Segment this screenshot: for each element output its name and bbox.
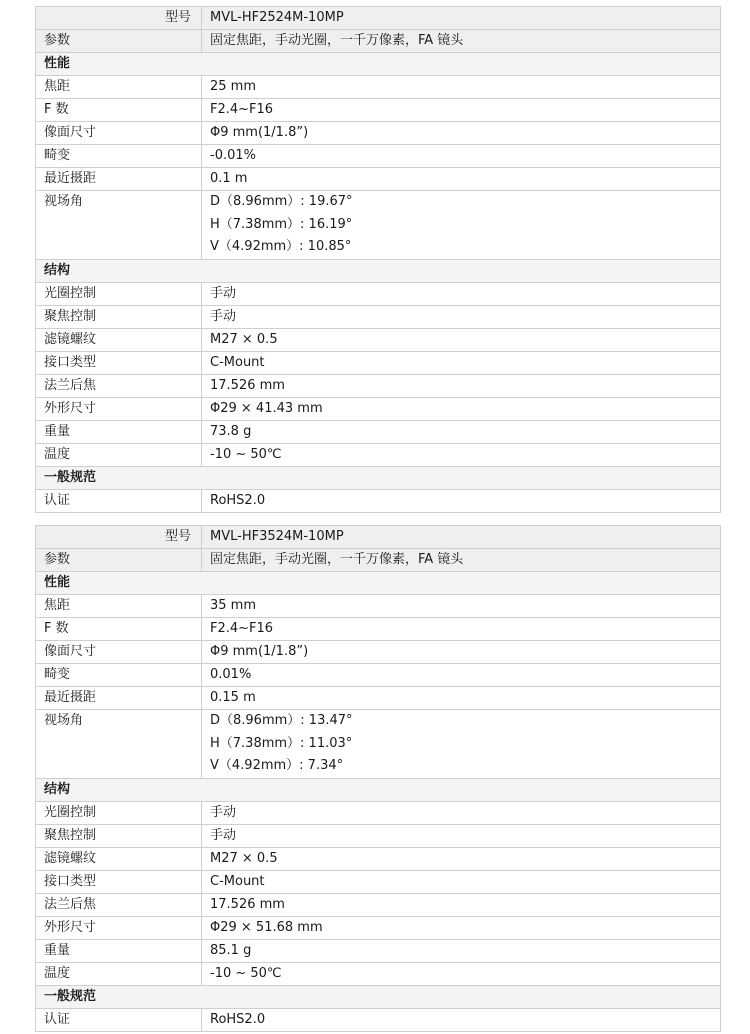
fov-v: V（4.92mm）: 10.85° [210, 239, 352, 255]
table-row [36, 122, 721, 145]
model-row [36, 526, 721, 549]
spec-value: M27 × 0.5 [202, 848, 721, 871]
spec-table-2 [35, 525, 721, 1032]
section-performance [36, 572, 721, 595]
params-label: 参数 [36, 549, 202, 572]
spec-value: 73.8 g [202, 421, 721, 444]
table-row [36, 871, 721, 894]
spec-value: 手动 [202, 802, 721, 825]
spec-value: M27 × 0.5 [202, 329, 721, 352]
spec-label: 外形尺寸 [36, 917, 202, 940]
table-row [36, 710, 721, 779]
params-row [36, 30, 721, 53]
fov-h: H（7.38mm）: 16.19° [210, 216, 353, 232]
spec-label: 光圈控制 [36, 802, 202, 825]
spec-label: 法兰后焦 [36, 375, 202, 398]
fov-v: V（4.92mm）: 7.34° [210, 758, 344, 774]
table-row [36, 168, 721, 191]
params-row [36, 549, 721, 572]
spec-value: 85.1 g [202, 940, 721, 963]
table-row [36, 99, 721, 122]
params-value: 固定焦距，手动光圈，一千万像素，FA 镜头 [202, 30, 721, 53]
table-row [36, 76, 721, 99]
table-row [36, 444, 721, 467]
section-title: 性能 [36, 572, 721, 595]
spec-label: 视场角 [36, 191, 202, 260]
table-row [36, 283, 721, 306]
spec-value: 17.526 mm [202, 375, 721, 398]
spec-value: 35 mm [202, 595, 721, 618]
params-label: 参数 [36, 30, 202, 53]
model-value: MVL-HF2524M-10MP [202, 7, 721, 30]
spec-value: C-Mount [202, 871, 721, 894]
model-value: MVL-HF3524M-10MP [202, 526, 721, 549]
table-row [36, 664, 721, 687]
fov-d: D（8.96mm）: 13.47° [210, 713, 353, 728]
table-row [36, 421, 721, 444]
table-row [36, 398, 721, 421]
table-row [36, 352, 721, 375]
spec-label: 最近摄距 [36, 168, 202, 191]
spec-label: 像面尺寸 [36, 641, 202, 664]
spec-value: F2.4~F16 [202, 618, 721, 641]
spec-label: 滤镜螺纹 [36, 848, 202, 871]
table-row [36, 618, 721, 641]
spec-value: 手动 [202, 283, 721, 306]
spec-value: 0.01% [202, 664, 721, 687]
table-row [36, 848, 721, 871]
spec-value: -10 ~ 50℃ [202, 963, 721, 986]
fov-h: H（7.38mm）: 11.03° [210, 735, 353, 751]
fov-d: D（8.96mm）: 19.67° [210, 194, 353, 209]
section-general [36, 986, 721, 1009]
spec-label: 视场角 [36, 710, 202, 779]
table-row [36, 145, 721, 168]
table-row [36, 191, 721, 260]
model-row [36, 7, 721, 30]
table-row [36, 894, 721, 917]
spec-label: 温度 [36, 963, 202, 986]
spec-label: 光圈控制 [36, 283, 202, 306]
spec-value: F2.4~F16 [202, 99, 721, 122]
params-value: 固定焦距，手动光圈，一千万像素，FA 镜头 [202, 549, 721, 572]
model-label: 型号 [36, 526, 202, 549]
spec-label: 接口类型 [36, 352, 202, 375]
spec-label: F 数 [36, 618, 202, 641]
spec-label: 法兰后焦 [36, 894, 202, 917]
spec-label: 焦距 [36, 76, 202, 99]
table-row [36, 802, 721, 825]
section-title: 一般规范 [36, 467, 721, 490]
spec-label: 温度 [36, 444, 202, 467]
spec-value: 0.15 m [202, 687, 721, 710]
spec-label: 聚焦控制 [36, 825, 202, 848]
spec-value: 17.526 mm [202, 894, 721, 917]
table-row [36, 641, 721, 664]
spec-label: 重量 [36, 421, 202, 444]
table-row [36, 375, 721, 398]
spec-label: 像面尺寸 [36, 122, 202, 145]
section-structure [36, 260, 721, 283]
spec-label: 焦距 [36, 595, 202, 618]
spec-value: 25 mm [202, 76, 721, 99]
table-row [36, 917, 721, 940]
table-row [36, 1009, 721, 1032]
fov-values [202, 710, 721, 779]
spec-value: Φ29 × 51.68 mm [202, 917, 721, 940]
table-row [36, 490, 721, 513]
spec-value: -0.01% [202, 145, 721, 168]
table-row [36, 306, 721, 329]
spec-label: 畸变 [36, 145, 202, 168]
section-performance [36, 53, 721, 76]
table-row [36, 595, 721, 618]
section-structure [36, 779, 721, 802]
spec-label: 滤镜螺纹 [36, 329, 202, 352]
spec-label: 聚焦控制 [36, 306, 202, 329]
section-title: 结构 [36, 779, 721, 802]
spec-label: 最近摄距 [36, 687, 202, 710]
table-row [36, 940, 721, 963]
section-title: 结构 [36, 260, 721, 283]
section-title: 一般规范 [36, 986, 721, 1009]
spec-value: C-Mount [202, 352, 721, 375]
spec-value: RoHS2.0 [202, 1009, 721, 1032]
spec-label: 接口类型 [36, 871, 202, 894]
spec-value: 0.1 m [202, 168, 721, 191]
model-label: 型号 [36, 7, 202, 30]
spec-label: 认证 [36, 490, 202, 513]
table-row [36, 825, 721, 848]
spec-label: 外形尺寸 [36, 398, 202, 421]
section-title: 性能 [36, 53, 721, 76]
spec-value: -10 ~ 50℃ [202, 444, 721, 467]
spec-label: 畸变 [36, 664, 202, 687]
table-row [36, 329, 721, 352]
spec-value: 手动 [202, 306, 721, 329]
spec-value: Φ9 mm(1/1.8”) [202, 641, 721, 664]
spec-value: RoHS2.0 [202, 490, 721, 513]
spec-label: F 数 [36, 99, 202, 122]
fov-values [202, 191, 721, 260]
spec-label: 认证 [36, 1009, 202, 1032]
table-row [36, 687, 721, 710]
spec-value: Φ29 × 41.43 mm [202, 398, 721, 421]
table-row [36, 963, 721, 986]
spec-label: 重量 [36, 940, 202, 963]
spec-value: 手动 [202, 825, 721, 848]
section-general [36, 467, 721, 490]
spec-table-1 [35, 6, 721, 513]
spec-value: Φ9 mm(1/1.8”) [202, 122, 721, 145]
